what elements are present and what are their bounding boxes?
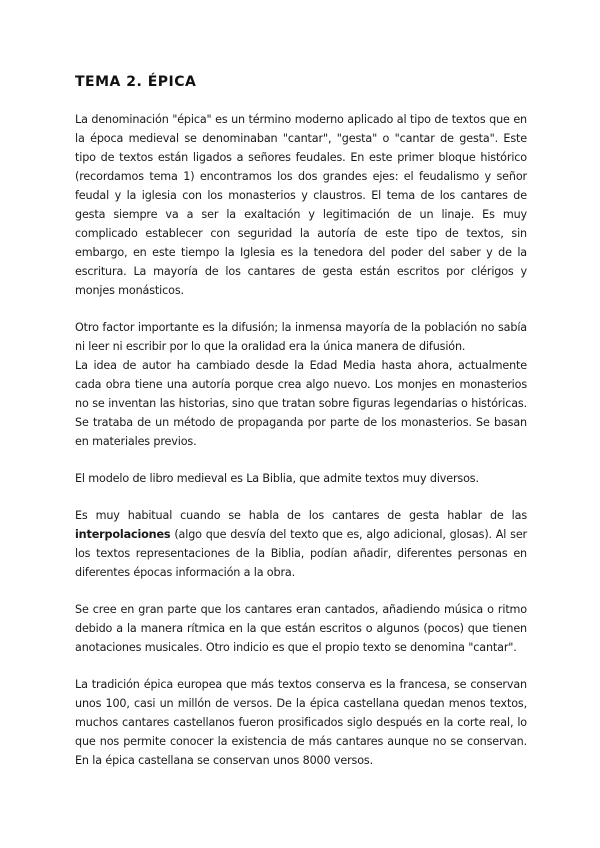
paragraph-spacer <box>75 451 527 469</box>
paragraph-difusion: Otro factor importante es la difusión; la inmensa mayoría de la población no sabía ni leer ni escribir por lo que la oralidad era la única manera de difusión. <box>75 321 527 353</box>
document-body <box>75 110 527 770</box>
paragraph-spacer <box>75 582 527 600</box>
interpolaciones-text-after: (algo que desvía del texto que es, algo adicional, glosas). Al ser los textos representaciones de la Biblia, podían añadir, diferentes personas en diferentes épocas información a la obra. <box>75 528 527 579</box>
paragraph-tradicion-epica: La tradición épica europea que más textos conserva es la francesa, se conservan unos 100, casi un millón de versos. De la épica castellana quedan menos textos, muchos cantares castellanos fueron prosificados siglo después en la corte real, lo que nos permite conocer la existencia de más cantares aunque no se conservan. En la épica castellana se conservan unos 8000 versos. <box>75 678 527 767</box>
paragraph-biblia: El modelo de libro medieval es La Biblia, que admite textos muy diversos. <box>75 472 479 485</box>
document-title: TEMA 2. ÉPICA <box>75 74 197 90</box>
paragraph-cantados: Se cree en gran parte que los cantares eran cantados, añadiendo música o ritmo debido a la manera rítmica en la que están escritos o algunos (pocos) que tienen anotaciones musicales. Otro indicio es que el propio texto se denomina "cantar". <box>75 603 527 654</box>
paragraph-spacer <box>75 657 527 675</box>
interpolaciones-text-before: Es muy habitual cuando se habla de los cantares de gesta hablar de las <box>75 509 527 522</box>
paragraph-spacer <box>75 488 527 506</box>
paragraph-autor: La idea de autor ha cambiado desde la Edad Media hasta ahora, actualmente cada obra tiene una autoría porque crea algo nuevo. Los monjes en monasterios no se inventan las historias, sino que tratan sobre figuras legendarias o históricas. Se trataba de un método de propaganda por parte de los monasterios. Se basan en materiales previos. <box>75 359 527 448</box>
interpolaciones-term: interpolaciones <box>75 528 171 541</box>
paragraph-epica-definition: La denominación "épica" es un término moderno aplicado al tipo de textos que en la época medieval se denominaban "cantar", "gesta" o "cantar de gesta". Este tipo de textos están ligados a señores feudales. En este primer bloque histórico (recordamos tema 1) encontramos los dos grandes ejes: el feudalismo y señor feudal y la iglesia con los monasterios y claustros. El tema de los cantares de gesta siempre va a ser la exaltación y legitimación de un linaje. Es muy complicado establecer con seguridad la autoría de este tipo de textos, sin embargo, en este tiempo la Iglesia es la tenedora del poder del saber y de la escritura. La mayoría de los cantares de gesta están escritos por clérigos y monjes monásticos. <box>75 113 527 297</box>
paragraph-interpolaciones <box>75 506 527 582</box>
paragraph-spacer <box>75 300 527 318</box>
